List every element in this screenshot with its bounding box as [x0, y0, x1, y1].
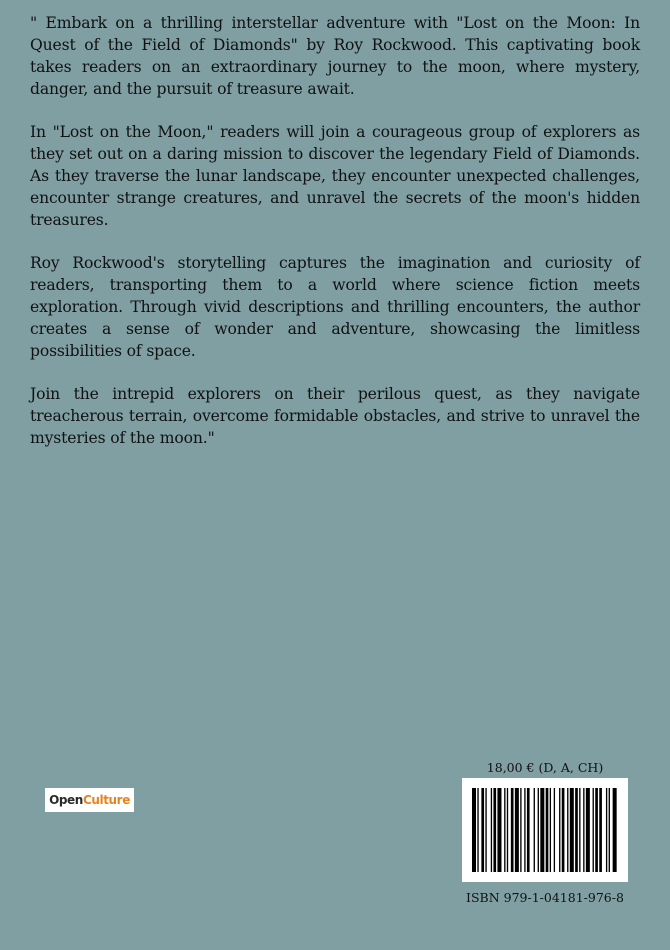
barcode-bar — [559, 788, 560, 872]
barcode — [462, 778, 628, 882]
barcode-bar — [497, 788, 501, 872]
barcode-bar — [538, 788, 539, 872]
barcode-bar — [609, 788, 610, 872]
barcode-bar — [606, 788, 607, 872]
barcode-bar — [472, 788, 476, 872]
barcode-bar — [550, 788, 551, 872]
isbn-label: ISBN 979-1-04181-976-8 — [466, 890, 624, 905]
barcode-bar — [586, 788, 590, 872]
barcode-bar — [593, 788, 594, 872]
barcode-bar — [562, 788, 565, 872]
barcode-bar — [540, 788, 544, 872]
publisher-logo-open: Open — [49, 793, 83, 807]
barcode-bar — [524, 788, 525, 872]
barcode-bar — [481, 788, 484, 872]
barcode-bar — [599, 788, 602, 872]
barcode-bar — [570, 788, 574, 872]
back-cover-blurb — [30, 12, 640, 470]
blurb-paragraph-1: " Embark on a thrilling interstellar adventure with "Lost on the Moon: In Quest of the Field of Diamonds" by Roy Rockwood. This captivating book takes readers on an extraordinary journey to the moon, where mystery, danger, and the pursuit of treasure await. — [30, 14, 640, 98]
blurb-paragraph-2: In "Lost on the Moon," readers will join a courageous group of explorers as they set out on a daring mission to discover the legendary Field of Diamonds. As they traverse the lunar landscape, they encounter unexpected challenges, encounter strange creatures, and unravel the secrets of the moon's hidden treasures. — [30, 123, 640, 229]
barcode-bar — [613, 788, 617, 872]
barcode-bar — [534, 788, 535, 872]
barcode-bar — [485, 788, 486, 872]
barcode-bar — [504, 788, 505, 872]
barcode-bar — [515, 788, 519, 872]
blurb-paragraph-3: Roy Rockwood's storytelling captures the imagination and curiosity of readers, transporting them to a world where science fiction meets exploration. Through vivid descriptions and thrilling encounters, the author creates a sense of wonder and adventure, showcasing the limitless possibilities of space. — [30, 254, 640, 360]
barcode-bar — [493, 788, 496, 872]
barcode-bar — [575, 788, 578, 872]
barcode-bar — [520, 788, 521, 872]
barcode-bar — [579, 788, 580, 872]
barcode-bar — [491, 788, 492, 872]
blurb-paragraph-4: Join the intrepid explorers on their perilous quest, as they navigate treacherous terrain, overcome formidable obstacles, and strive to unravel the mysteries of the moon." — [30, 385, 640, 447]
barcode-bar — [507, 788, 508, 872]
barcode-bars — [472, 788, 618, 872]
barcode-bar — [527, 788, 530, 872]
barcode-bar — [511, 788, 514, 872]
barcode-bar — [477, 788, 478, 872]
barcode-bar — [554, 788, 555, 872]
publisher-logo-culture: Culture — [82, 793, 130, 807]
barcode-bar — [583, 788, 584, 872]
barcode-bar — [567, 788, 568, 872]
price-label: 18,00 € (D, A, CH) — [486, 760, 604, 775]
barcode-bar — [595, 788, 598, 872]
publisher-logo — [45, 788, 134, 812]
barcode-bar — [546, 788, 549, 872]
